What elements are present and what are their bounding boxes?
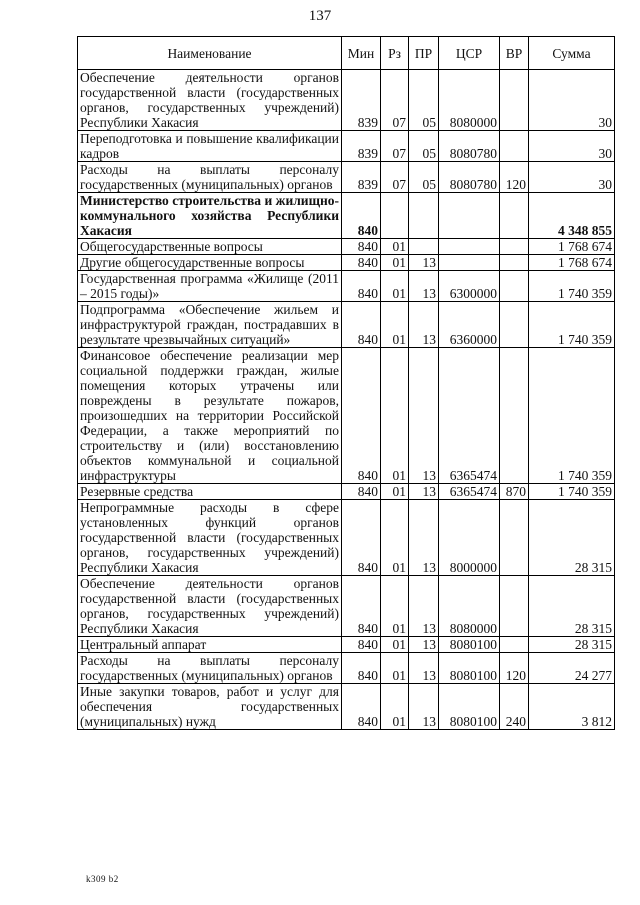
cell-vr: 120 <box>500 653 529 684</box>
page-number: 137 <box>308 8 332 24</box>
cell-pr: 13 <box>409 637 439 653</box>
cell-vr <box>500 576 529 637</box>
cell-csr: 8080100 <box>439 684 500 730</box>
table-row <box>78 70 615 131</box>
cell-name: Центральный аппарат <box>78 637 342 653</box>
cell-csr <box>439 193 500 239</box>
cell-vr <box>500 193 529 239</box>
header-min: Мин <box>342 37 381 70</box>
cell-sum: 28 315 <box>529 637 615 653</box>
cell-sum: 1 740 359 <box>529 302 615 348</box>
cell-min: 840 <box>342 348 381 484</box>
cell-pr: 13 <box>409 484 439 500</box>
cell-sum: 3 812 <box>529 684 615 730</box>
cell-rz: 01 <box>381 576 409 637</box>
cell-vr <box>500 348 529 484</box>
cell-sum: 28 315 <box>529 576 615 637</box>
cell-rz <box>381 193 409 239</box>
cell-csr: 6360000 <box>439 302 500 348</box>
cell-name: Общегосударственные вопросы <box>78 239 342 255</box>
cell-name: Переподготовка и повышение квалификации кадров <box>78 131 342 162</box>
cell-csr: 6365474 <box>439 348 500 484</box>
cell-name: Иные закупки товаров, работ и услуг для обеспечения государственных (муниципальных) нужд <box>78 684 342 730</box>
cell-sum: 4 348 855 <box>529 193 615 239</box>
cell-min: 840 <box>342 302 381 348</box>
cell-csr: 8080100 <box>439 653 500 684</box>
cell-sum: 30 <box>529 131 615 162</box>
cell-vr <box>500 271 529 302</box>
cell-min: 840 <box>342 193 381 239</box>
cell-sum: 30 <box>529 162 615 193</box>
cell-sum: 1 740 359 <box>529 271 615 302</box>
cell-pr: 05 <box>409 131 439 162</box>
cell-min: 840 <box>342 653 381 684</box>
table-header-row <box>78 37 615 70</box>
cell-pr: 13 <box>409 302 439 348</box>
table-row <box>78 348 615 484</box>
header-pr: ПР <box>409 37 439 70</box>
cell-min: 840 <box>342 271 381 302</box>
cell-rz: 01 <box>381 348 409 484</box>
cell-name: Министерство строительства и жилищно-коммунального хозяйства Республики Хакасия <box>78 193 342 239</box>
cell-name: Резервные средства <box>78 484 342 500</box>
cell-sum: 1 768 674 <box>529 255 615 271</box>
cell-pr: 13 <box>409 255 439 271</box>
cell-csr: 8080780 <box>439 131 500 162</box>
cell-min: 839 <box>342 131 381 162</box>
cell-pr: 05 <box>409 70 439 131</box>
cell-pr <box>409 239 439 255</box>
table-row <box>78 637 615 653</box>
cell-name: Другие общегосударственные вопросы <box>78 255 342 271</box>
cell-min: 840 <box>342 484 381 500</box>
cell-csr: 8080780 <box>439 162 500 193</box>
cell-pr: 13 <box>409 500 439 576</box>
cell-name: Расходы на выплаты персоналу государственных (муниципальных) органов <box>78 162 342 193</box>
cell-sum: 1 740 359 <box>529 348 615 484</box>
table-row <box>78 193 615 239</box>
cell-csr <box>439 255 500 271</box>
table-row <box>78 684 615 730</box>
table-row <box>78 255 615 271</box>
cell-vr: 240 <box>500 684 529 730</box>
table-row <box>78 239 615 255</box>
cell-rz: 01 <box>381 684 409 730</box>
cell-vr <box>500 500 529 576</box>
cell-vr <box>500 239 529 255</box>
header-vr: ВР <box>500 37 529 70</box>
cell-rz: 01 <box>381 302 409 348</box>
header-sum: Сумма <box>529 37 615 70</box>
table-row <box>78 131 615 162</box>
table-row <box>78 653 615 684</box>
cell-vr <box>500 131 529 162</box>
cell-min: 840 <box>342 500 381 576</box>
cell-sum: 28 315 <box>529 500 615 576</box>
cell-rz: 01 <box>381 637 409 653</box>
budget-table <box>77 36 615 730</box>
cell-min: 839 <box>342 70 381 131</box>
cell-csr: 6365474 <box>439 484 500 500</box>
cell-min: 840 <box>342 637 381 653</box>
cell-pr: 13 <box>409 348 439 484</box>
cell-min: 840 <box>342 255 381 271</box>
cell-csr: 6300000 <box>439 271 500 302</box>
cell-rz: 01 <box>381 271 409 302</box>
cell-rz: 01 <box>381 484 409 500</box>
cell-vr <box>500 637 529 653</box>
cell-vr: 870 <box>500 484 529 500</box>
cell-csr: 8080000 <box>439 576 500 637</box>
cell-pr: 13 <box>409 271 439 302</box>
cell-csr: 8080100 <box>439 637 500 653</box>
cell-pr: 05 <box>409 162 439 193</box>
cell-min: 840 <box>342 239 381 255</box>
cell-name: Финансовое обеспечение реализации мер социальной поддержки граждан, жилые помещения которых утрачены или повреждены в результате пожаров, произошедших на территории Российской Федерации, а также мероприятий по строительству и (или) восстановлению объектов коммунальной и социальной инфраструктуры <box>78 348 342 484</box>
cell-sum: 1 768 674 <box>529 239 615 255</box>
header-name: Наименование <box>78 37 342 70</box>
table-row <box>78 302 615 348</box>
cell-name: Обеспечение деятельности органов государственной власти (государственных органов, государственных учреждений) Республики Хакасия <box>78 576 342 637</box>
cell-vr <box>500 70 529 131</box>
cell-rz: 07 <box>381 70 409 131</box>
cell-pr: 13 <box>409 684 439 730</box>
cell-vr: 120 <box>500 162 529 193</box>
cell-pr <box>409 193 439 239</box>
cell-name: Непрограммные расходы в сфере установленных функций органов государственной власти (государственных органов, государственных учреждений) Республики Хакасия <box>78 500 342 576</box>
header-rz: Рз <box>381 37 409 70</box>
cell-sum: 24 277 <box>529 653 615 684</box>
table-row <box>78 576 615 637</box>
footer-code: k309 b2 <box>86 874 119 884</box>
cell-rz: 01 <box>381 500 409 576</box>
cell-name: Подпрограмма «Обеспечение жильем и инфраструктурой граждан, пострадавших в результате чрезвычайных ситуаций» <box>78 302 342 348</box>
cell-min: 839 <box>342 162 381 193</box>
cell-pr: 13 <box>409 576 439 637</box>
cell-rz: 07 <box>381 162 409 193</box>
cell-csr: 8000000 <box>439 500 500 576</box>
cell-name: Государственная программа «Жилище (2011 – 2015 годы)» <box>78 271 342 302</box>
cell-sum: 1 740 359 <box>529 484 615 500</box>
cell-sum: 30 <box>529 70 615 131</box>
cell-pr: 13 <box>409 653 439 684</box>
cell-min: 840 <box>342 576 381 637</box>
table-row <box>78 271 615 302</box>
table-row <box>78 162 615 193</box>
cell-name: Расходы на выплаты персоналу государственных (муниципальных) органов <box>78 653 342 684</box>
cell-rz: 01 <box>381 239 409 255</box>
cell-vr <box>500 255 529 271</box>
cell-min: 840 <box>342 684 381 730</box>
cell-rz: 07 <box>381 131 409 162</box>
table-body <box>78 70 615 730</box>
header-csr: ЦСР <box>439 37 500 70</box>
cell-csr: 8080000 <box>439 70 500 131</box>
cell-rz: 01 <box>381 653 409 684</box>
cell-vr <box>500 302 529 348</box>
cell-csr <box>439 239 500 255</box>
table-row <box>78 484 615 500</box>
table-row <box>78 500 615 576</box>
cell-rz: 01 <box>381 255 409 271</box>
cell-name: Обеспечение деятельности органов государственной власти (государственных органов, государственных учреждений) Республики Хакасия <box>78 70 342 131</box>
